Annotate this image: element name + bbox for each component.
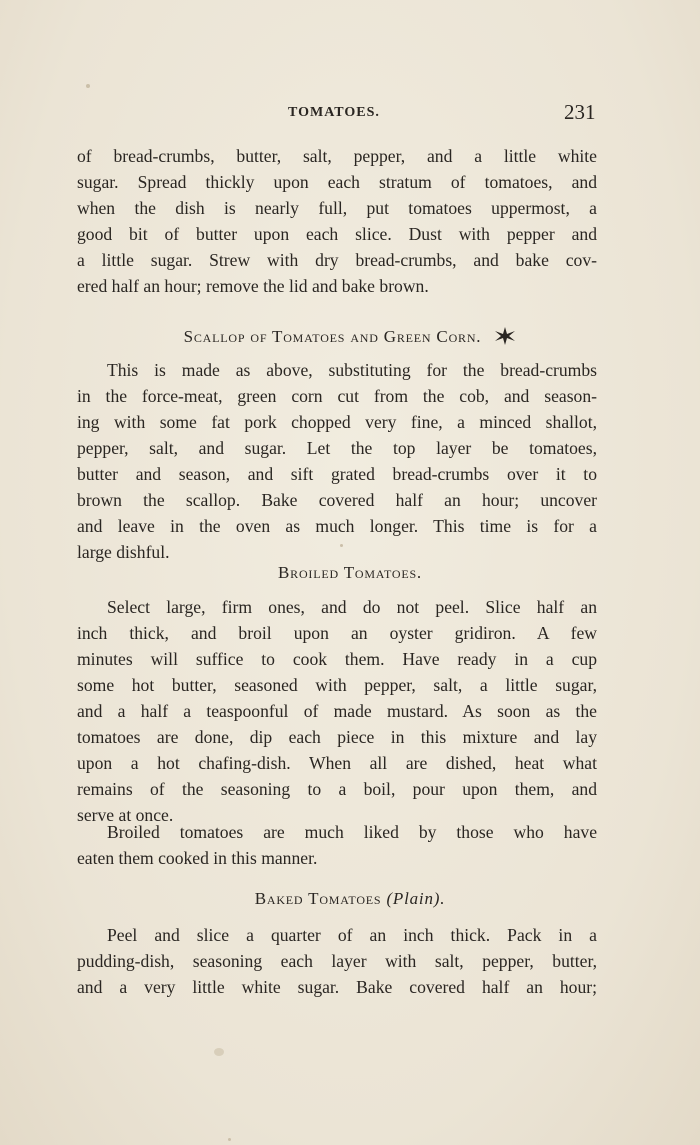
text-line: Broiled tomatoes are much liked by those who have [107, 822, 597, 842]
text-line: eaten them cooked in this manner. [77, 848, 318, 868]
text-line: ing with some fat pork chopped very fine, a minced shallot, [77, 412, 597, 432]
section-paragraph [77, 357, 597, 565]
maltese-cross-icon [494, 326, 516, 346]
text-line: serve at once. [77, 805, 174, 825]
text-line: some hot butter, seasoned with pepper, salt, a little sugar, [77, 675, 597, 695]
text-line: remains of the seasoning to a boil, pour upon them, and [77, 779, 597, 799]
section-paragraph [77, 594, 597, 828]
text-line: and a very little white sugar. Bake covered half an hour; [77, 977, 597, 997]
heading-note: (Plain). [386, 889, 446, 908]
text-line: and a half a teaspoonful of made mustard. As soon as the [77, 701, 597, 721]
text-line: ered half an hour; remove the lid and bake brown. [77, 276, 429, 296]
heading-text: Broiled Tomatoes. [278, 563, 422, 582]
section-paragraph [77, 819, 597, 871]
section-heading [0, 889, 700, 909]
page-number: 231 [564, 100, 596, 124]
text-line: pudding-dish, seasoning each layer with salt, pepper, butter, [77, 951, 597, 971]
text-line: inch thick, and broil upon an oyster gridiron. A few [77, 623, 597, 643]
continuation-paragraph [77, 143, 597, 299]
paper-speck [340, 544, 343, 547]
paper-speck [228, 1138, 231, 1141]
text-line: when the dish is nearly full, put tomatoes uppermost, a [77, 198, 597, 218]
paper-speck [86, 84, 90, 88]
text-line: butter and season, and sift grated bread-crumbs over it to [77, 464, 597, 484]
section-paragraph [77, 922, 597, 1000]
text-line: pepper, salt, and sugar. Let the top layer be tomatoes, [77, 438, 597, 458]
text-line: Select large, firm ones, and do not peel. Slice half an [107, 597, 597, 617]
running-head [0, 100, 700, 130]
text-line: minutes will suffice to cook them. Have ready in a cup [77, 649, 597, 669]
text-line: This is made as above, substituting for the bread-crumbs [107, 360, 597, 380]
text-line: large dishful. [77, 542, 170, 562]
text-line: of bread-crumbs, butter, salt, pepper, and a little white [77, 146, 597, 166]
section-heading [0, 563, 700, 583]
heading-text: Scallop of Tomatoes and Green Corn. [183, 327, 482, 346]
heading-text: Baked Tomatoes [254, 889, 382, 908]
text-line: a little sugar. Strew with dry bread-crumbs, and bake cov- [77, 250, 597, 270]
text-line: in the force-meat, green corn cut from the cob, and season- [77, 386, 597, 406]
running-title: TOMATOES. [288, 105, 380, 120]
text-line: tomatoes are done, dip each piece in this mixture and lay [77, 727, 597, 747]
text-line: Peel and slice a quarter of an inch thick. Pack in a [107, 925, 597, 945]
text-line: sugar. Spread thickly upon each stratum of tomatoes, and [77, 172, 597, 192]
text-line: and leave in the oven as much longer. This time is for a [77, 516, 597, 536]
text-line: brown the scallop. Bake covered half an hour; uncover [77, 490, 597, 510]
section-heading [0, 326, 700, 347]
text-line: upon a hot chafing-dish. When all are dished, heat what [77, 753, 597, 773]
text-line: good bit of butter upon each slice. Dust with pepper and [77, 224, 597, 244]
paper-speck [214, 1048, 224, 1056]
